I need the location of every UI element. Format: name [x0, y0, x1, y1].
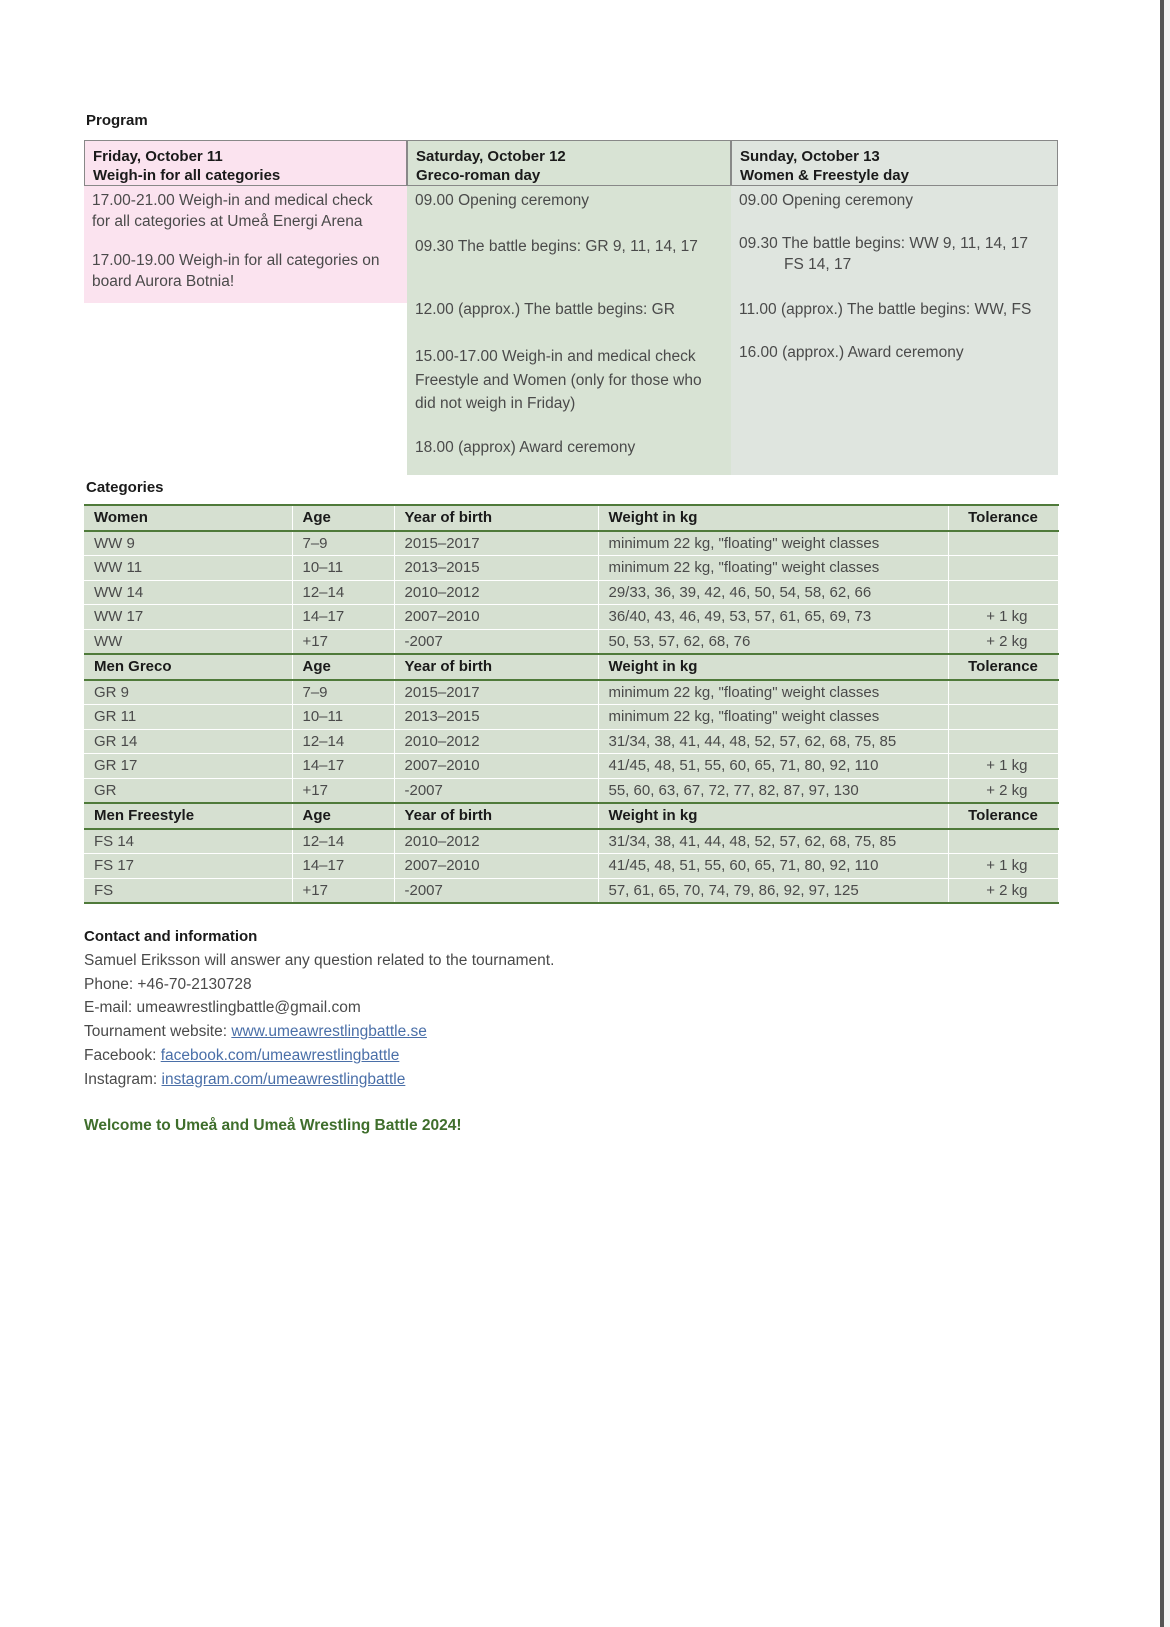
cell-category: GR 11 [84, 705, 292, 730]
saturday-header [407, 140, 731, 186]
header-age: Age [292, 654, 394, 680]
friday-day: Friday, October 11 [93, 148, 223, 165]
cell-category: GR 17 [84, 754, 292, 779]
cell-tolerance: + 1 kg [948, 754, 1058, 779]
cell-age: 10–11 [292, 705, 394, 730]
table-row [84, 729, 1058, 754]
cell-weight: 31/34, 38, 41, 44, 48, 52, 57, 62, 68, 75, 85 [598, 729, 948, 754]
instagram-label: Instagram: [84, 1070, 162, 1088]
sunday-item: 16.00 (approx.) Award ceremony [739, 344, 964, 361]
cell-year-of-birth: 2015–2017 [394, 680, 598, 705]
table-row [84, 778, 1058, 803]
saturday-item: 18.00 (approx) Award ceremony [415, 439, 636, 456]
table-row [84, 680, 1058, 705]
cell-age: 12–14 [292, 580, 394, 605]
cell-weight: minimum 22 kg, "floating" weight classes [598, 680, 948, 705]
cell-weight: 31/34, 38, 41, 44, 48, 52, 57, 62, 68, 75, 85 [598, 829, 948, 854]
facebook-label: Facebook: [84, 1046, 161, 1064]
cell-tolerance: + 1 kg [948, 605, 1058, 630]
sunday-item: FS 14, 17 [784, 256, 852, 273]
cell-age: 7–9 [292, 531, 394, 556]
table-row [84, 556, 1058, 581]
program-column-saturday [407, 140, 731, 475]
cell-category: WW [84, 629, 292, 654]
cell-category: GR 9 [84, 680, 292, 705]
saturday-item: 09.30 The battle begins: GR 9, 11, 14, 17 [415, 238, 698, 255]
sunday-header [731, 140, 1058, 186]
header-year-of-birth: Year of birth [394, 654, 598, 680]
program-column-sunday [731, 140, 1058, 475]
website-link[interactable]: www.umeawrestlingbattle.se [231, 1023, 427, 1041]
cell-category: FS 17 [84, 854, 292, 879]
table-row [84, 754, 1058, 779]
cell-year-of-birth: 2010–2012 [394, 580, 598, 605]
contact-intro: Samuel Eriksson will answer any question related to the tournament. [84, 952, 555, 969]
header-tolerance: Tolerance [948, 803, 1058, 829]
cell-weight: 29/33, 36, 39, 42, 46, 50, 54, 58, 62, 66 [598, 580, 948, 605]
cell-tolerance [948, 680, 1058, 705]
cell-weight: 57, 61, 65, 70, 74, 79, 86, 92, 97, 125 [598, 878, 948, 903]
header-weight: Weight in kg [598, 654, 948, 680]
saturday-item: 09.00 Opening ceremony [415, 192, 590, 209]
header-age: Age [292, 505, 394, 531]
instagram-link[interactable]: instagram.com/umeawrestlingbattle [161, 1070, 406, 1088]
cell-year-of-birth: 2007–2010 [394, 854, 598, 879]
cell-tolerance [948, 580, 1058, 605]
cell-weight: minimum 22 kg, "floating" weight classes [598, 556, 948, 581]
cell-category: WW 9 [84, 531, 292, 556]
header-year-of-birth: Year of birth [394, 803, 598, 829]
cell-year-of-birth: 2013–2015 [394, 705, 598, 730]
cell-year-of-birth: 2010–2012 [394, 829, 598, 854]
cell-tolerance [948, 556, 1058, 581]
cell-age: 7–9 [292, 680, 394, 705]
saturday-subtitle: Greco-roman day [416, 167, 541, 184]
cell-age: 14–17 [292, 605, 394, 630]
header-age: Age [292, 803, 394, 829]
cell-year-of-birth: 2015–2017 [394, 531, 598, 556]
table-row [84, 531, 1058, 556]
cell-year-of-birth: 2010–2012 [394, 729, 598, 754]
table-row [84, 878, 1058, 903]
cell-year-of-birth: 2013–2015 [394, 556, 598, 581]
header-category: Men Freestyle [84, 803, 292, 829]
table-row [84, 580, 1058, 605]
sunday-item: 09.30 The battle begins: WW 9, 11, 14, 17 [739, 235, 1028, 252]
header-tolerance: Tolerance [948, 654, 1058, 680]
contact-section [84, 928, 784, 1091]
program-column-friday [84, 140, 407, 303]
cell-age: +17 [292, 878, 394, 903]
table-row [84, 605, 1058, 630]
cell-tolerance [948, 729, 1058, 754]
sunday-item: 09.00 Opening ceremony [739, 192, 914, 209]
contact-instagram-line [84, 1068, 784, 1092]
cell-tolerance [948, 531, 1058, 556]
friday-body [84, 186, 407, 303]
cell-category: FS 14 [84, 829, 292, 854]
cell-category: WW 14 [84, 580, 292, 605]
header-tolerance: Tolerance [948, 505, 1058, 531]
friday-subtitle: Weigh-in for all categories [93, 167, 281, 184]
sunday-day: Sunday, October 13 [740, 148, 880, 165]
cell-tolerance [948, 829, 1058, 854]
friday-item: 17.00-21.00 Weigh-in and medical check for all categories at Umeå Energi Arena [92, 192, 373, 230]
table-row [84, 854, 1058, 879]
cell-tolerance: + 2 kg [948, 629, 1058, 654]
page-edge-shadow [1164, 0, 1170, 1627]
program-heading: Program [86, 112, 148, 129]
header-weight: Weight in kg [598, 803, 948, 829]
categories-table [84, 504, 1059, 904]
cell-age: 10–11 [292, 556, 394, 581]
header-category: Men Greco [84, 654, 292, 680]
sunday-subtitle: Women & Freestyle day [740, 167, 909, 184]
table-row [84, 705, 1058, 730]
saturday-day: Saturday, October 12 [416, 148, 566, 165]
cell-weight: 55, 60, 63, 67, 72, 77, 82, 87, 97, 130 [598, 778, 948, 803]
header-category: Women [84, 505, 292, 531]
cell-tolerance [948, 705, 1058, 730]
cell-year-of-birth: -2007 [394, 878, 598, 903]
friday-header [84, 140, 407, 186]
table-header-row [84, 505, 1058, 531]
cell-age: +17 [292, 629, 394, 654]
contact-phone: Phone: +46-70-2130728 [84, 975, 252, 993]
sunday-item: 11.00 (approx.) The battle begins: WW, FS [739, 301, 1032, 318]
contact-website-line [84, 1020, 784, 1044]
contact-email: E-mail: umeawrestlingbattle@gmail.com [84, 999, 361, 1017]
cell-category: GR 14 [84, 729, 292, 754]
header-weight: Weight in kg [598, 505, 948, 531]
cell-year-of-birth: 2007–2010 [394, 754, 598, 779]
saturday-item: 15.00-17.00 Weigh-in and medical check Freestyle and Women (only for those who did not weigh in Friday) [415, 348, 702, 412]
cell-year-of-birth: -2007 [394, 778, 598, 803]
cell-year-of-birth: -2007 [394, 629, 598, 654]
cell-category: GR [84, 778, 292, 803]
cell-weight: minimum 22 kg, "floating" weight classes [598, 705, 948, 730]
cell-tolerance: + 2 kg [948, 778, 1058, 803]
cell-weight: 36/40, 43, 46, 49, 53, 57, 61, 65, 69, 73 [598, 605, 948, 630]
cell-category: WW 17 [84, 605, 292, 630]
table-header-row [84, 654, 1058, 680]
contact-heading: Contact and information [84, 928, 258, 945]
cell-weight: minimum 22 kg, "floating" weight classes [598, 531, 948, 556]
cell-age: +17 [292, 778, 394, 803]
table-row [84, 829, 1058, 854]
categories-heading: Categories [86, 479, 164, 496]
cell-year-of-birth: 2007–2010 [394, 605, 598, 630]
friday-item: 17.00-19.00 Weigh-in for all categories on board Aurora Botnia! [92, 252, 380, 290]
header-year-of-birth: Year of birth [394, 505, 598, 531]
cell-tolerance: + 1 kg [948, 854, 1058, 879]
table-row [84, 629, 1058, 654]
contact-facebook-line [84, 1044, 784, 1068]
cell-age: 14–17 [292, 754, 394, 779]
saturday-item: 12.00 (approx.) The battle begins: GR [415, 301, 675, 318]
welcome-message: Welcome to Umeå and Umeå Wrestling Battle 2024! [84, 1117, 462, 1134]
cell-weight: 41/45, 48, 51, 55, 60, 65, 71, 80, 92, 110 [598, 854, 948, 879]
cell-age: 12–14 [292, 829, 394, 854]
cell-category: FS [84, 878, 292, 903]
saturday-body [407, 186, 731, 475]
cell-weight: 41/45, 48, 51, 55, 60, 65, 71, 80, 92, 110 [598, 754, 948, 779]
facebook-link[interactable]: facebook.com/umeawrestlingbattle [160, 1046, 400, 1064]
cell-age: 14–17 [292, 854, 394, 879]
table-header-row [84, 803, 1058, 829]
website-label: Tournament website: [84, 1023, 232, 1041]
sunday-body [731, 186, 1058, 475]
cell-tolerance: + 2 kg [948, 878, 1058, 903]
cell-age: 12–14 [292, 729, 394, 754]
cell-weight: 50, 53, 57, 62, 68, 76 [598, 629, 948, 654]
cell-category: WW 11 [84, 556, 292, 581]
